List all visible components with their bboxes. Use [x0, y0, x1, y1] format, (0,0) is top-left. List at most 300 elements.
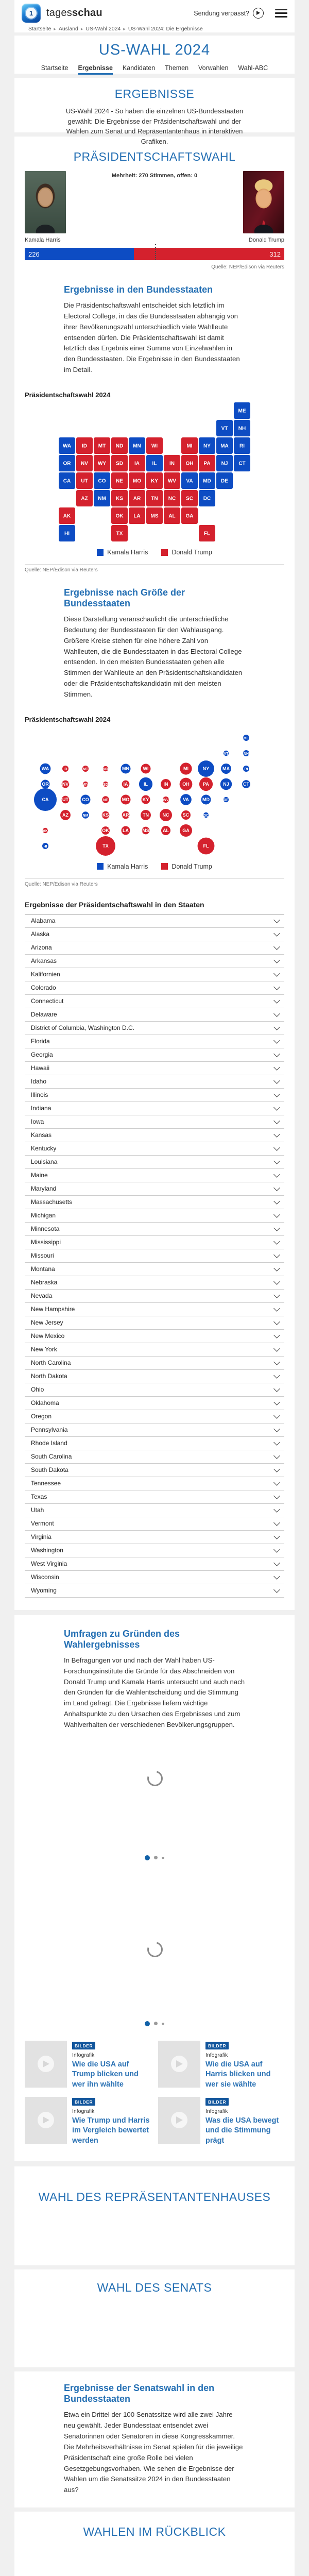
legend-label: Donald Trump [171, 549, 212, 556]
state-name: North Dakota [31, 1372, 67, 1380]
trump-bar-segment: 312 [134, 248, 284, 260]
state-name: South Dakota [31, 1466, 68, 1474]
svg-text:CA: CA [42, 796, 49, 802]
svg-text:MT: MT [82, 767, 89, 771]
state-accordion-row[interactable] [25, 1303, 284, 1316]
chevron-down-icon [273, 1560, 280, 1566]
legend-swatch [161, 863, 168, 870]
ard-globe-icon: 1 [26, 8, 37, 19]
tagesschau-logo[interactable] [22, 4, 41, 23]
svg-text:AL: AL [163, 827, 169, 833]
svg-text:MN: MN [122, 766, 129, 771]
svg-text:NE: NE [116, 478, 123, 484]
state-accordion-row[interactable] [25, 1357, 284, 1370]
breadcrumb-item[interactable]: Ausland [58, 26, 78, 32]
svg-text:PA: PA [203, 781, 209, 787]
chevron-down-icon [273, 1586, 280, 1593]
state-accordion-row[interactable] [25, 1102, 284, 1115]
state-accordion-row[interactable] [25, 1423, 284, 1437]
chevron-down-icon [273, 1439, 280, 1446]
chevron-down-icon [273, 1037, 280, 1044]
state-name: Montana [31, 1265, 55, 1273]
teaser-label: Infografik [72, 2052, 95, 2058]
harris-bar-segment: 226 [25, 248, 134, 260]
state-name: Alabama [31, 917, 56, 925]
svg-text:TX: TX [102, 843, 109, 849]
chevron-down-icon [273, 917, 280, 923]
svg-text:NH: NH [238, 426, 246, 432]
state-results-accordion [25, 914, 284, 1598]
svg-text:OR: OR [42, 781, 49, 787]
teaser-card[interactable] [158, 2097, 284, 2146]
chevron-down-icon [273, 1345, 280, 1352]
state-accordion-row[interactable] [25, 1035, 284, 1048]
state-accordion-row[interactable] [25, 1263, 284, 1276]
chevron-down-icon [273, 943, 280, 950]
missed-show-link[interactable]: Sendung verpasst? [194, 8, 264, 19]
teaser-title[interactable]: Was die USA bewegt und die Stimmung prägt [205, 2116, 279, 2145]
svg-text:MO: MO [122, 796, 130, 802]
legend-label: Kamala Harris [107, 862, 148, 870]
state-accordion-row[interactable] [25, 968, 284, 981]
state-name: Florida [31, 1038, 50, 1045]
state-accordion-row[interactable] [25, 1437, 284, 1450]
svg-text:SC: SC [186, 496, 193, 502]
svg-text:NV: NV [62, 781, 69, 787]
svg-text:OK: OK [115, 513, 124, 519]
breadcrumb-separator-icon: ▸ [54, 26, 56, 31]
state-accordion-row[interactable] [25, 1477, 284, 1490]
teaser-kicker-badge: BILDER [205, 2042, 229, 2049]
state-accordion-row[interactable] [25, 1115, 284, 1129]
svg-text:WI: WI [151, 443, 158, 449]
svg-text:MD: MD [202, 796, 210, 802]
chevron-down-icon [273, 1024, 280, 1030]
state-name: Michigan [31, 1212, 56, 1219]
state-accordion-row[interactable] [25, 1464, 284, 1477]
us-states-bubble-chart [25, 725, 284, 860]
state-accordion-row[interactable] [25, 1169, 284, 1182]
svg-text:KY: KY [142, 796, 149, 802]
intro-text: US-Wahl 2024 - So haben die einzelnen US-Bundesstaaten gewählt: Die Ergebnisse der Präsidentschaftswahl und der Wahlen zum Senat und Repräsentantenhaus in interaktiven Grafiken. [65, 107, 244, 145]
hamburger-menu-icon[interactable] [275, 9, 287, 18]
chevron-down-icon [273, 997, 280, 1004]
state-accordion-row[interactable] [25, 1383, 284, 1397]
svg-text:NJ: NJ [223, 781, 229, 787]
state-accordion-row[interactable] [25, 1316, 284, 1330]
svg-text:MA: MA [220, 443, 229, 449]
svg-text:AR: AR [122, 812, 129, 818]
state-accordion-row[interactable] [25, 1196, 284, 1209]
harris-photo [25, 171, 66, 233]
svg-text:TN: TN [143, 812, 149, 818]
senate-results-text: Etwa ein Drittel der 100 Senatssitze wird alle zwei Jahre neu gewählt. Jeder Bundesstaat entsendet zwei Senatorinnen oder Senatoren in diese Kongresskammer. Die Mehrheitsverhältnisse im Senat spielen für die jeweilige Präsidentschaft eine große Rolle bei vielen Gesetzgebungsvorhaben. Wie sehen die Ergebnisse der Wahlen um die Senatssitze 2024 in den Bundesstaaten aus? [64, 2411, 243, 2494]
tab-vorwahlen[interactable]: Vorwahlen [198, 64, 229, 72]
svg-text:WY: WY [97, 461, 107, 467]
state-name: Utah [31, 1506, 44, 1514]
tab-themen[interactable]: Themen [165, 64, 189, 72]
svg-text:NC: NC [162, 812, 169, 818]
svg-text:NC: NC [168, 496, 176, 502]
state-name: Missouri [31, 1252, 54, 1260]
state-accordion-row[interactable] [25, 1008, 284, 1022]
state-accordion-row[interactable] [25, 1075, 284, 1089]
chevron-down-icon [273, 1359, 280, 1365]
state-accordion-row[interactable] [25, 1062, 284, 1075]
svg-text:HI: HI [43, 844, 47, 849]
legend-swatch [97, 549, 104, 556]
state-accordion-row[interactable] [25, 1490, 284, 1504]
us-states-map [25, 401, 284, 546]
trump-name: Donald Trump [248, 237, 284, 243]
chevron-down-icon [273, 1010, 280, 1017]
svg-text:AK: AK [42, 829, 48, 833]
state-accordion-row[interactable] [25, 1584, 284, 1598]
teaser-kicker-badge: BILDER [72, 2042, 95, 2049]
teaser-card[interactable] [25, 2041, 151, 2090]
svg-text:WY: WY [82, 783, 89, 787]
teaser-card[interactable] [25, 2097, 151, 2146]
svg-text:UT: UT [62, 796, 68, 802]
svg-text:MD: MD [203, 478, 211, 484]
teaser-text [205, 2041, 284, 2090]
state-name: Virginia [31, 1533, 52, 1541]
svg-text:WI: WI [143, 766, 149, 771]
teaser-thumbnail[interactable] [158, 2041, 200, 2088]
state-name: South Carolina [31, 1453, 72, 1461]
svg-text:SD: SD [116, 461, 123, 467]
svg-text:IL: IL [152, 461, 157, 467]
trump-photo [243, 171, 284, 233]
breadcrumb-item[interactable]: US-Wahl 2024 [85, 26, 121, 32]
carousel-dots [25, 1855, 284, 1860]
state-accordion-row[interactable] [25, 1223, 284, 1236]
chevron-down-icon [273, 1493, 280, 1499]
svg-text:AL: AL [168, 513, 176, 519]
breadcrumb-separator-icon: ▸ [123, 26, 126, 31]
chevron-down-icon [273, 1399, 280, 1405]
tab-kandidaten[interactable]: Kandidaten [122, 64, 156, 72]
chevron-down-icon [273, 1211, 280, 1218]
teaser-title[interactable]: Wie die USA auf Trump blicken und wer ihn wählte [72, 2060, 139, 2089]
states-section-text: Die Präsidentschaftswahl entscheidet sich letztlich im Electoral College, in das die Bundesstaaten abhängig von ihrer Bevölkerungszahl unterschiedlich viele Wahlleute entsenden dürfen. Die Präsidentschaftswahl ist damit letztlich das Ergebnis einer Summe von Einzelwahlen in den Bundesstaaten. Die Ergebnisse in den Bundesstaaten im Detail. [64, 301, 240, 374]
size-section-heading: Ergebnisse nach Größe der Bundesstaaten [64, 587, 185, 609]
chevron-down-icon [273, 1546, 280, 1553]
chevron-down-icon [273, 1412, 280, 1419]
svg-text:CT: CT [238, 461, 246, 467]
state-accordion-row[interactable] [25, 1531, 284, 1544]
svg-text:NM: NM [82, 814, 89, 818]
loading-spinner-icon [145, 1768, 166, 1789]
page-title: US-WAHL 2024 [98, 42, 211, 58]
svg-text:WV: WV [163, 798, 169, 802]
chevron-down-icon [273, 1466, 280, 1472]
svg-text:NY: NY [202, 766, 210, 771]
svg-text:NJ: NJ [221, 461, 228, 467]
svg-text:SD: SD [103, 783, 108, 787]
carousel-dot[interactable] [162, 2023, 164, 2025]
svg-text:OK: OK [102, 827, 109, 833]
legend-swatch [97, 863, 104, 870]
state-name: New York [31, 1346, 57, 1353]
svg-text:NH: NH [243, 752, 249, 756]
legend-item [97, 863, 148, 870]
svg-text:VA: VA [183, 796, 189, 802]
chevron-down-icon [273, 1050, 280, 1057]
state-accordion-row[interactable] [25, 981, 284, 995]
svg-text:CT: CT [243, 781, 249, 787]
state-list-title: Ergebnisse der Präsidentschaftswahl in den Staaten [25, 900, 204, 909]
state-name: Nevada [31, 1292, 53, 1300]
svg-text:OR: OR [63, 461, 71, 467]
state-name: Maine [31, 1172, 48, 1179]
state-name: Pennsylvania [31, 1426, 68, 1434]
chevron-down-icon [273, 1479, 280, 1486]
electoral-vote-bar [25, 248, 284, 260]
svg-text:KY: KY [151, 478, 158, 484]
state-accordion-row[interactable] [25, 1129, 284, 1142]
svg-text:WV: WV [167, 478, 177, 484]
breadcrumb [14, 23, 295, 32]
svg-text:DE: DE [221, 478, 228, 484]
chevron-down-icon [273, 1158, 280, 1164]
teaser-thumbnail[interactable] [25, 2041, 67, 2088]
svg-text:CO: CO [82, 796, 89, 802]
chevron-down-icon [273, 1533, 280, 1539]
state-name: Alaska [31, 930, 50, 938]
teaser-thumbnail[interactable] [158, 2097, 200, 2144]
source-note: Quelle: NEP/Edison via Reuters [25, 881, 98, 887]
state-accordion-row[interactable] [25, 1410, 284, 1423]
chevron-down-icon [273, 984, 280, 990]
state-accordion-row[interactable] [25, 1236, 284, 1249]
svg-text:KS: KS [102, 812, 109, 818]
breadcrumb-item[interactable]: Startseite [28, 26, 52, 32]
state-accordion-row[interactable] [25, 1142, 284, 1156]
state-name: North Carolina [31, 1359, 71, 1367]
chevron-down-icon [273, 930, 280, 937]
svg-text:GA: GA [185, 513, 194, 519]
svg-text:NY: NY [203, 443, 211, 449]
state-accordion-row[interactable] [25, 1089, 284, 1102]
state-accordion-row[interactable] [25, 1370, 284, 1383]
harris-name: Kamala Harris [25, 237, 61, 243]
svg-text:FL: FL [203, 531, 211, 537]
state-name: Iowa [31, 1118, 44, 1126]
svg-text:VT: VT [224, 752, 229, 756]
source-note: Quelle: NEP/Edison via Reuters [211, 264, 284, 270]
state-accordion-row[interactable] [25, 1156, 284, 1169]
state-name: Vermont [31, 1520, 54, 1528]
chevron-down-icon [273, 1292, 280, 1298]
map-chart-title: Präsidentschaftswahl 2024 [25, 391, 111, 399]
tab-startseite[interactable]: Startseite [41, 64, 68, 72]
teaser-title[interactable]: Wie die USA auf Harris blicken und wer sie wählte [205, 2060, 271, 2089]
chevron-down-icon [273, 1278, 280, 1285]
state-name: Rhode Island [31, 1439, 67, 1447]
legend-item [161, 549, 212, 556]
state-name: District of Columbia, Washington D.C. [31, 1024, 134, 1032]
svg-text:ID: ID [82, 443, 87, 449]
state-name: Hawaii [31, 1064, 50, 1072]
chevron-down-icon [273, 1452, 280, 1459]
svg-text:AZ: AZ [81, 496, 88, 502]
svg-text:ID: ID [63, 767, 67, 771]
state-accordion-row[interactable] [25, 1450, 284, 1464]
svg-text:RI: RI [244, 767, 248, 771]
svg-text:TX: TX [116, 531, 123, 537]
svg-text:MI: MI [183, 766, 188, 771]
state-name: New Hampshire [31, 1306, 75, 1313]
state-name: Wyoming [31, 1587, 57, 1595]
svg-text:CO: CO [98, 478, 106, 484]
carousel-dot[interactable] [162, 1857, 164, 1859]
carousel-dots [25, 2021, 284, 2026]
state-name: Washington [31, 1547, 63, 1554]
svg-text:ME: ME [243, 736, 249, 740]
source-note: Quelle: NEP/Edison via Reuters [25, 567, 98, 573]
loading-spinner-icon [145, 1939, 166, 1960]
svg-text:KS: KS [116, 496, 123, 502]
state-accordion-row[interactable] [25, 1330, 284, 1343]
chevron-down-icon [273, 1104, 280, 1111]
svg-text:MO: MO [132, 478, 142, 484]
state-accordion-row[interactable] [25, 1048, 284, 1062]
section-tabs [14, 64, 295, 75]
chevron-down-icon [273, 1519, 280, 1526]
state-accordion-row[interactable] [25, 1249, 284, 1263]
svg-text:DC: DC [203, 814, 209, 818]
tab-wahl-abc[interactable]: Wahl-ABC [238, 64, 268, 72]
state-accordion-row[interactable] [25, 1517, 284, 1531]
chevron-down-icon [273, 1171, 280, 1178]
state-accordion-row[interactable] [25, 1397, 284, 1410]
carousel-dot[interactable] [154, 1856, 158, 1859]
chevron-down-icon [273, 1225, 280, 1231]
teaser-kicker-badge: BILDER [72, 2098, 95, 2106]
state-accordion-row[interactable] [25, 1276, 284, 1290]
svg-text:SC: SC [182, 812, 190, 818]
svg-text:PA: PA [203, 461, 211, 467]
svg-text:CA: CA [63, 478, 71, 484]
svg-text:ND: ND [102, 767, 109, 771]
state-name: Texas [31, 1493, 47, 1501]
teaser-thumbnail[interactable] [25, 2097, 67, 2144]
state-name: Oklahoma [31, 1399, 59, 1407]
svg-text:OH: OH [185, 461, 194, 467]
legend-swatch [161, 549, 168, 556]
state-name: Maryland [31, 1185, 57, 1193]
chevron-down-icon [273, 1426, 280, 1432]
senate-heading: WAHL DES SENATS [97, 2281, 212, 2295]
svg-text:IN: IN [163, 781, 168, 787]
svg-text:ND: ND [115, 443, 124, 449]
state-name: Illinois [31, 1091, 48, 1099]
chevron-down-icon [273, 1184, 280, 1191]
teaser-kicker-badge: BILDER [205, 2098, 229, 2106]
tab-ergebnisse[interactable]: Ergebnisse [78, 64, 113, 75]
state-accordion-row[interactable] [25, 1343, 284, 1357]
house-heading: WAHL DES REPRÄSENTANTENHAUSES [38, 2190, 271, 2204]
svg-text:IA: IA [123, 781, 128, 787]
svg-text:VA: VA [186, 478, 193, 484]
chevron-down-icon [273, 957, 280, 963]
review-heading: WAHLEN IM RÜCKBLICK [83, 2525, 226, 2539]
breadcrumb-separator-icon: ▸ [80, 26, 83, 31]
state-accordion-row[interactable] [25, 1557, 284, 1571]
carousel-dot[interactable] [154, 2022, 158, 2025]
chevron-down-icon [273, 1332, 280, 1338]
majority-note: Mehrheit: 270 Stimmen, offen: 0 [111, 173, 198, 179]
svg-text:FL: FL [203, 843, 209, 849]
svg-text:MI: MI [186, 443, 193, 449]
teaser-title[interactable]: Wie Trump und Harris im Vergleich bewertet werden [72, 2116, 150, 2145]
state-name: Arizona [31, 944, 52, 952]
legend-item [161, 863, 212, 870]
carousel-dot[interactable] [145, 1855, 150, 1860]
globe-logo-icon [169, 2054, 190, 2074]
state-accordion-row[interactable] [25, 1504, 284, 1517]
state-accordion-row[interactable] [25, 1571, 284, 1584]
size-section-text: Diese Darstellung veranschaulicht die unterschiedliche Bedeutung der Bundesstaaten für den Wahlausgang. Größere Kreise stehen für eine höhere Zahl von Wahlleuten, die die Bundesstaaten in das Electoral College entsenden. In den meisten Bundesstaaten gehen alle Stimmen der Wahlleute an den Präsidentschaftskandidaten oder die Präsidentschaftskandidatin mit den meisten Stimmen. [64, 615, 243, 699]
globe-logo-icon [36, 2110, 56, 2130]
state-accordion-row[interactable] [25, 914, 284, 928]
chevron-down-icon [273, 1305, 280, 1312]
breadcrumb-item[interactable]: US-Wahl 2024: Die Ergebnisse [128, 26, 203, 32]
state-name: Minnesota [31, 1225, 60, 1233]
svg-text:DE: DE [224, 798, 229, 802]
state-accordion-row[interactable] [25, 941, 284, 955]
state-accordion-row[interactable] [25, 1544, 284, 1557]
state-accordion-row[interactable] [25, 1290, 284, 1303]
states-section-heading: Ergebnisse in den Bundesstaaten [64, 284, 213, 295]
chevron-down-icon [273, 1077, 280, 1084]
teaser-card[interactable] [158, 2041, 284, 2090]
state-name: Indiana [31, 1105, 52, 1112]
state-accordion-row[interactable] [25, 955, 284, 968]
svg-text:MA: MA [222, 766, 230, 771]
state-name: Colorado [31, 984, 56, 992]
carousel-dot[interactable] [145, 2021, 150, 2026]
polls-heading: Umfragen zu Gründen des Wahlergebnisses [64, 1628, 180, 1650]
chevron-down-icon [273, 1251, 280, 1258]
state-accordion-row[interactable] [25, 1209, 284, 1223]
state-accordion-row[interactable] [25, 1182, 284, 1196]
state-name: Kentucky [31, 1145, 57, 1153]
tagesschau-wordmark[interactable]: tagesschau [46, 7, 102, 19]
state-name: Idaho [31, 1078, 47, 1086]
poll-carousel-1 [25, 1731, 284, 1860]
svg-text:NV: NV [81, 461, 88, 467]
svg-text:DC: DC [203, 496, 211, 502]
state-accordion-row[interactable] [25, 995, 284, 1008]
president-heading: PRÄSIDENTSCHAFTSWAHL [73, 150, 236, 163]
chevron-down-icon [273, 1318, 280, 1325]
teaser-label: Infografik [205, 2108, 228, 2114]
chevron-down-icon [273, 1131, 280, 1138]
state-accordion-row[interactable] [25, 1022, 284, 1035]
chevron-down-icon [273, 1117, 280, 1124]
legend-label: Donald Trump [171, 862, 212, 870]
state-name: Kansas [31, 1131, 52, 1139]
teaser-text [72, 2041, 151, 2090]
chevron-down-icon [273, 1506, 280, 1513]
senate-results-heading: Ergebnisse der Senatswahl in den Bundesstaaten [64, 2383, 215, 2404]
play-icon[interactable] [253, 8, 264, 19]
svg-text:IL: IL [144, 781, 148, 787]
bubble-chart-title: Präsidentschaftswahl 2024 [25, 715, 111, 723]
state-accordion-row[interactable] [25, 928, 284, 941]
